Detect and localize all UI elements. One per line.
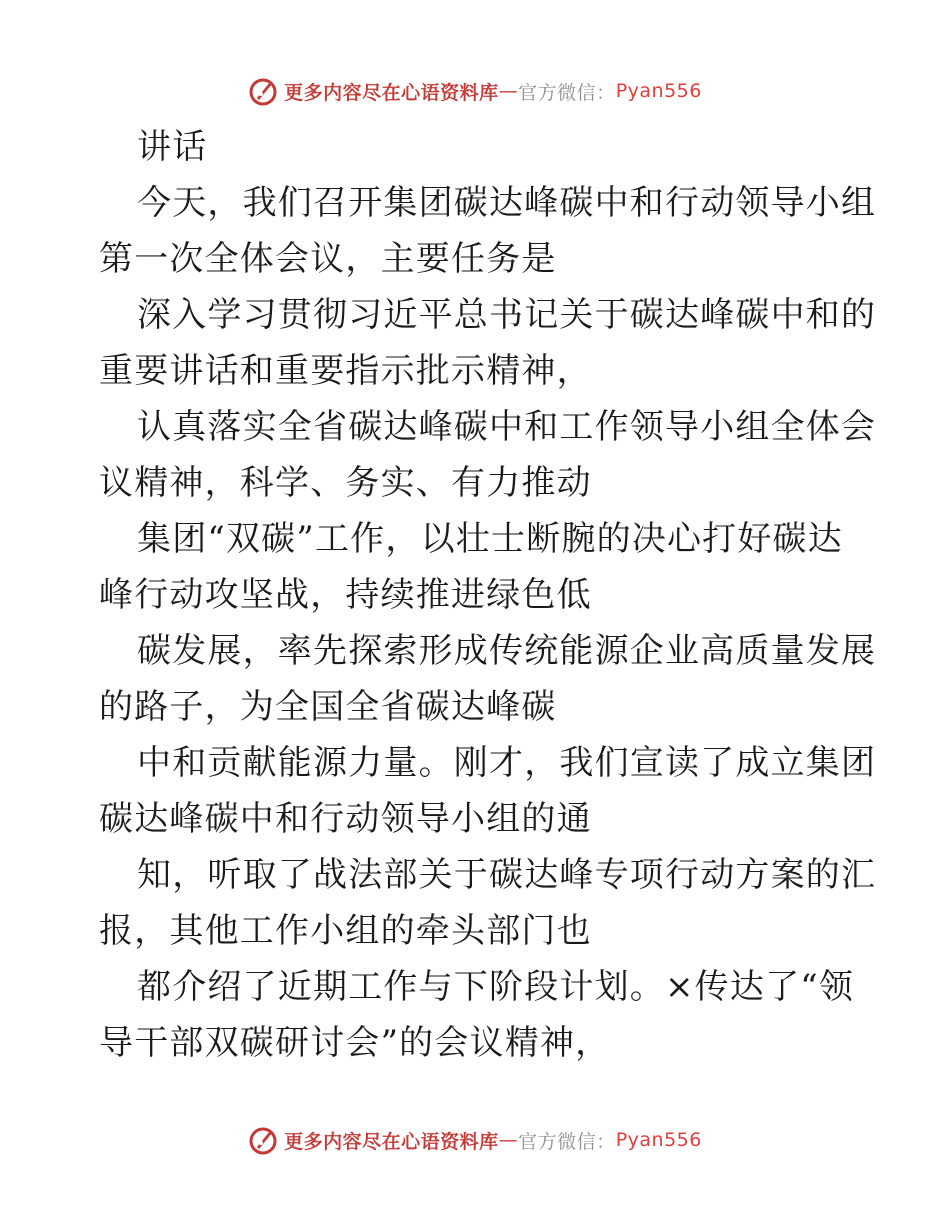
text-line: 峰行动攻坚战，持续推进绿色低: [99, 575, 592, 615]
text-line: 都介绍了近期工作与下阶段计划。×传达了“领: [137, 967, 855, 1007]
text-line: 碳发展，率先探索形成传统能源企业高质量发展: [137, 631, 877, 671]
document-body: [99, 124, 877, 1076]
watermark-wechat-label: 官方微信：: [518, 1130, 616, 1153]
text-line: 碳达峰碳中和行动领导小组的通: [99, 799, 592, 839]
text-line: 中和贡献能源力量。刚才，我们宣读了成立集团: [137, 743, 877, 783]
text-line: 讲话: [137, 127, 208, 167]
watermark-wechat-handle: Pyan556: [615, 1129, 702, 1151]
text-line: 的路子，为全国全省碳达峰碳: [99, 687, 557, 727]
text-line: 第一次全体会议，主要任务是: [99, 239, 557, 279]
watermark-dash: —: [498, 80, 519, 102]
text-line: 集团“双碳”工作，以壮士断腕的决心打好碳达: [137, 519, 843, 559]
watermark-dash: —: [498, 1129, 519, 1151]
watermark-wechat-handle: Pyan556: [615, 80, 702, 102]
text-line: 重要讲话和重要指示批示精神，: [99, 351, 592, 391]
watermark-brand: 更多内容尽在心语资料库: [284, 1130, 499, 1153]
text-line: 今天，我们召开集团碳达峰碳中和行动领导小组: [137, 183, 877, 223]
text-line: 议精神，科学、务实、有力推动: [99, 463, 592, 503]
text-line: 导干部双碳研讨会”的会议精神，: [99, 1023, 611, 1063]
text-line: 报，其他工作小组的牵头部门也: [99, 911, 592, 951]
watermark-brand: 更多内容尽在心语资料库: [284, 81, 499, 104]
header-watermark: [0, 71, 950, 111]
text-line: 认真落实全省碳达峰碳中和工作领导小组全体会: [137, 407, 877, 447]
watermark-wechat-label: 官方微信：: [518, 81, 616, 104]
quill-logo-icon: [248, 76, 278, 106]
quill-logo-icon: [248, 1125, 278, 1155]
text-line: 知，听取了战法部关于碳达峰专项行动方案的汇: [137, 855, 877, 895]
text-line: 深入学习贯彻习近平总书记关于碳达峰碳中和的: [137, 295, 877, 335]
footer-watermark: [0, 1120, 950, 1160]
